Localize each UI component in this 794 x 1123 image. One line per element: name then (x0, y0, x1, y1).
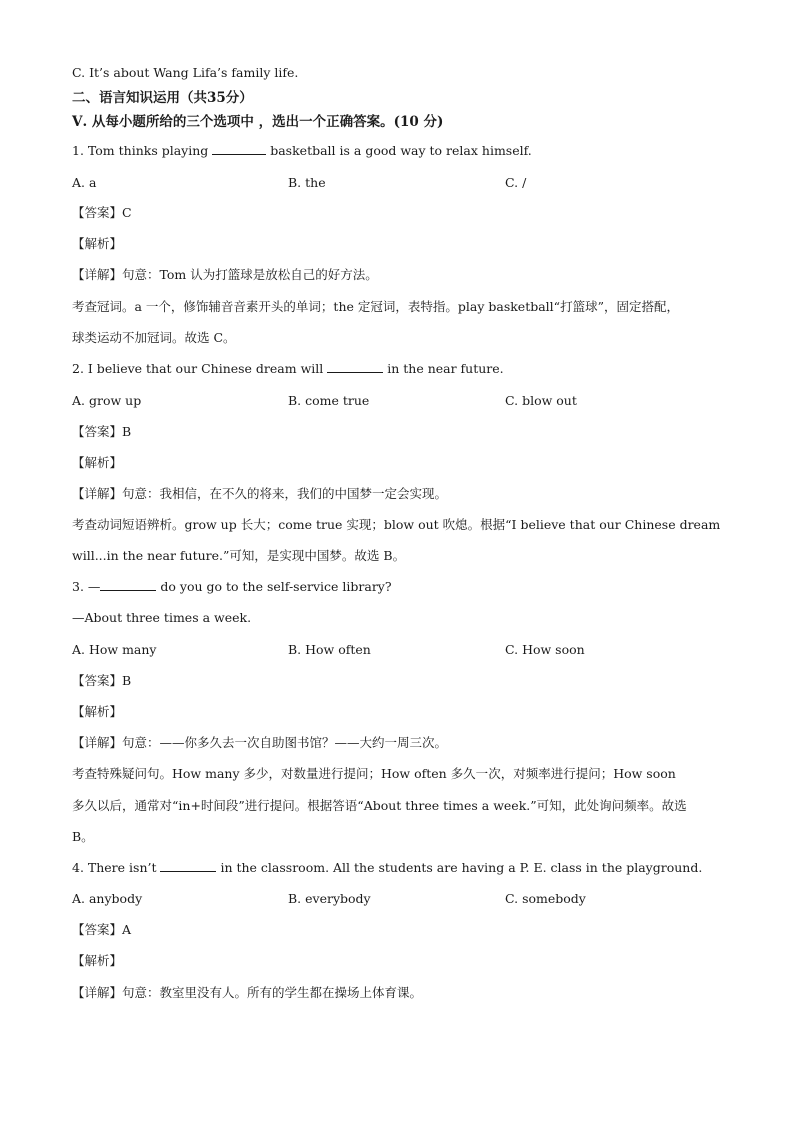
q2-answer: 【答案】B (72, 424, 132, 439)
answer-blank (100, 579, 156, 591)
q4-option-a: A. anybody (72, 891, 143, 906)
q1-explanation-line-2: 球类运动不加冠词。故选 C。 (72, 330, 236, 345)
q3-explanation-line-2: 多久以后，通常对“in+时间段”进行提问。根据答语“About three times a week.”可知，此处询问频率。故选 (72, 798, 687, 813)
q2-stem: 2. I believe that our Chinese dream will in the near future. (72, 361, 504, 376)
answer-blank (160, 860, 216, 872)
q3-explanation-line-1: 考查特殊疑问句。How many 多少，对数量进行提问；How often 多久一次，对频率进行提问；How soon (72, 766, 676, 781)
q1-answer: 【答案】C (72, 205, 132, 220)
q4-stem: 4. There isn’t in the classroom. All the students are having a P. E. class in the playground. (72, 860, 703, 875)
q3-option-b: B. How often (288, 642, 371, 657)
q1-stem: 1. Tom thinks playing basketball is a good way to relax himself. (72, 143, 532, 158)
answer-blank (212, 143, 266, 155)
q2-explanation-line-2: will...in the near future.”可知，是实现中国梦。故选 B。 (72, 548, 406, 563)
answer-blank (327, 361, 383, 373)
q3-explanation-line-3: B。 (72, 829, 94, 844)
q3-stem: 3. — do you go to the self-service library? (72, 579, 392, 594)
q3-option-a: A. How many (72, 642, 157, 657)
q1-detail: 【详解】句意：Tom 认为打篮球是放松自己的好方法。 (72, 267, 378, 282)
q3-answer: 【答案】B (72, 673, 132, 688)
q1-option-b: B. the (288, 175, 326, 190)
q3-detail: 【详解】句意：——你多久去一次自助图书馆？——大约一周三次。 (72, 735, 448, 750)
q2-detail: 【详解】句意：我相信，在不久的将来，我们的中国梦一定会实现。 (72, 486, 448, 501)
q2-option-b: B. come true (288, 393, 370, 408)
part-title: Ⅴ. 从每小题所给的三个选项中 ，选出一个正确答案。(10 分) (72, 114, 444, 130)
q4-analysis-label: 【解析】 (72, 953, 123, 968)
q1-explanation-line-1: 考查冠词。a 一个，修饰辅音音素开头的单词；the 定冠词，表特指。play basketball“打篮球”，固定搭配， (72, 299, 679, 314)
q3-stem-reply: —About three times a week. (72, 610, 252, 625)
q2-option-a: A. grow up (72, 393, 142, 408)
q2-option-c: C. blow out (505, 393, 577, 408)
q4-option-c: C. somebody (505, 891, 586, 906)
q3-option-c: C. How soon (505, 642, 585, 657)
q1-option-a: A. a (72, 175, 97, 190)
q2-analysis-label: 【解析】 (72, 455, 123, 470)
q4-answer: 【答案】A (72, 922, 132, 937)
section-title: 二、语言知识运用（共35分） (72, 90, 253, 106)
q1-analysis-label: 【解析】 (72, 236, 123, 251)
previous-option-text: C. It’s about Wang Lifa’s family life. (72, 65, 299, 80)
q1-option-c: C. / (505, 175, 527, 190)
q3-analysis-label: 【解析】 (72, 704, 123, 719)
q2-explanation-line-1: 考查动词短语辨析。grow up 长大；come true 实现；blow out 吹熄。根据“I believe that our Chinese dream (72, 517, 721, 532)
q4-option-b: B. everybody (288, 891, 371, 906)
q4-detail: 【详解】句意：教室里没有人。所有的学生都在操场上体育课。 (72, 985, 423, 1000)
